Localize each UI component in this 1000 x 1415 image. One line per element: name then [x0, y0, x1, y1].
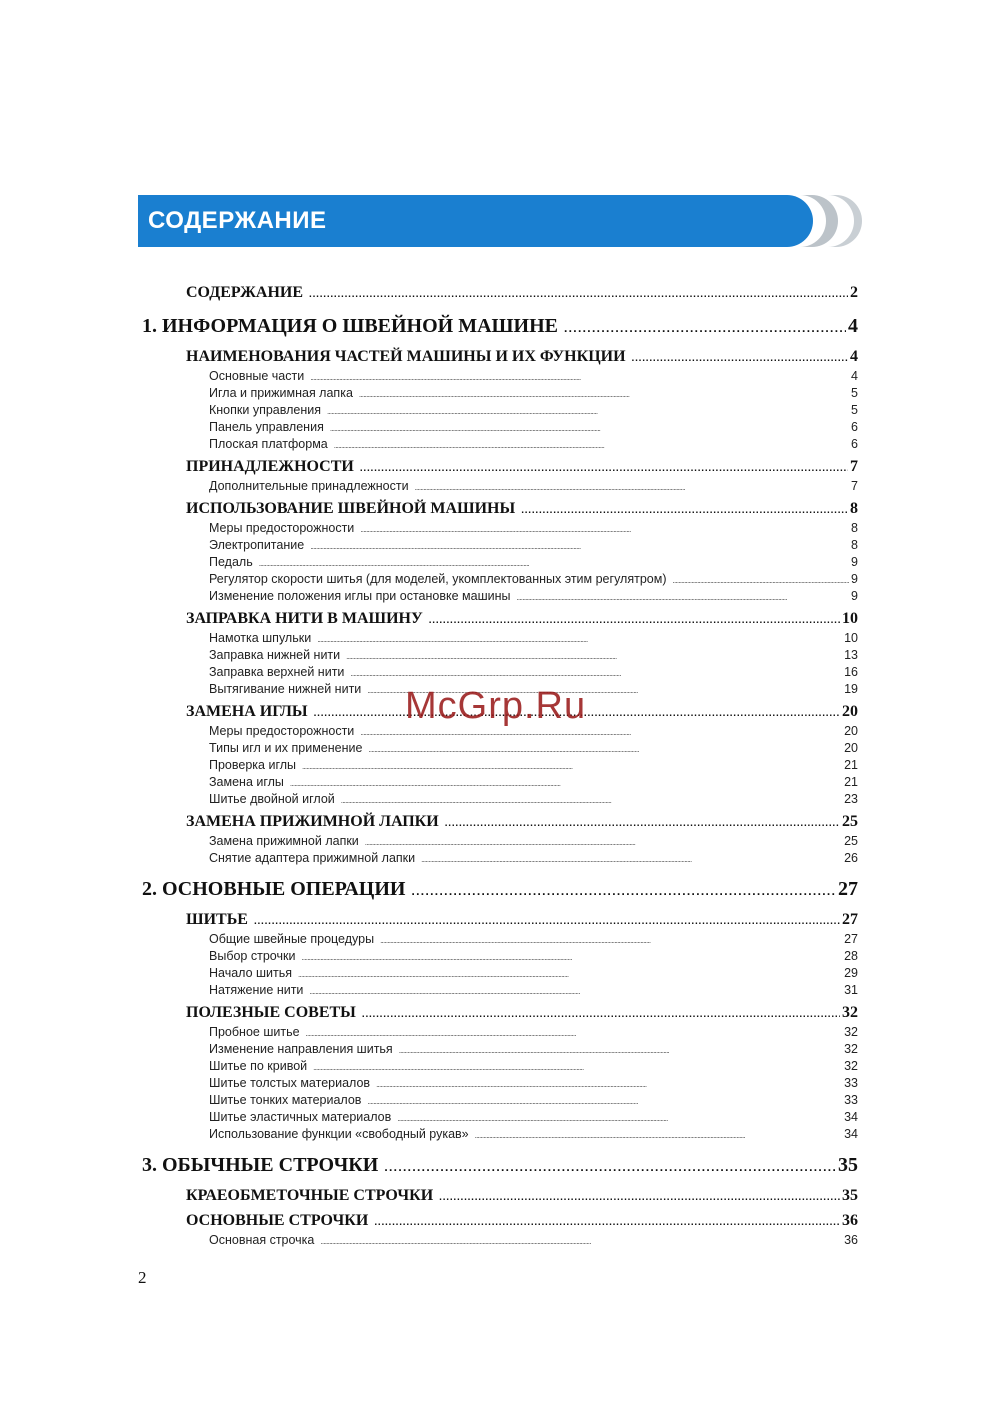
- dot-leader: [384, 1151, 836, 1182]
- dot-leader: [516, 589, 849, 605]
- dot-leader: [320, 1233, 842, 1249]
- dot-leader: [411, 875, 836, 906]
- toc-item[interactable]: [138, 630, 858, 647]
- toc-item[interactable]: [138, 402, 858, 419]
- toc-entry-title: Использование функции «свободный рукав»: [209, 1127, 469, 1141]
- dot-leader: [365, 834, 842, 850]
- dot-leader: [302, 758, 842, 774]
- toc-entry-page: 9: [851, 555, 858, 569]
- toc-entry-page: 25: [844, 834, 858, 848]
- toc-entry-title: Проверка иглы: [209, 758, 297, 772]
- toc-entry-page: 32: [842, 1004, 858, 1021]
- toc-entry-page: 9: [851, 572, 858, 586]
- toc-entry-title: ШИТЬЕ: [186, 911, 248, 928]
- dot-leader: [317, 631, 842, 647]
- dot-leader: [374, 1212, 840, 1232]
- toc-entry-page: 8: [851, 521, 858, 535]
- toc-entry-page: 6: [851, 437, 858, 451]
- toc-entry-page: 2: [850, 284, 858, 301]
- toc-item[interactable]: [138, 554, 858, 571]
- page-title: СОДЕРЖАНИЕ: [148, 207, 327, 234]
- dot-leader: [376, 1076, 842, 1092]
- toc-entry-page: 35: [842, 1187, 858, 1204]
- toc-entry-title: Заправка нижней нити: [209, 648, 341, 662]
- dot-leader: [439, 1187, 840, 1207]
- dot-leader: [330, 420, 849, 436]
- toc-entry-title: Заправка верхней нити: [209, 665, 345, 679]
- toc-entry-title: Плоская платформа: [209, 437, 328, 451]
- toc-chapter[interactable]: [138, 310, 858, 343]
- toc-item[interactable]: [138, 850, 858, 867]
- toc-entry-page: 9: [851, 589, 858, 603]
- toc-item[interactable]: [138, 1041, 858, 1058]
- dot-leader: [298, 966, 842, 982]
- toc-entry-page: 10: [842, 610, 858, 627]
- toc-entry-title: 3. ОБЫЧНЫЕ СТРОЧКИ: [142, 1154, 379, 1176]
- toc-entry-page: 23: [844, 792, 858, 806]
- toc-entry-page: 20: [844, 724, 858, 738]
- toc-entry-title: Дополнительные принадлежности: [209, 479, 409, 493]
- dot-leader: [367, 1093, 842, 1109]
- toc-entry-page: 7: [851, 479, 858, 493]
- dot-leader: [564, 312, 846, 343]
- toc-entry-title: ПРИНАДЛЕЖНОСТИ: [186, 458, 354, 475]
- toc-entry-title: Регулятор скорости шитья (для моделей, укомплектованных этим регулятром): [209, 572, 667, 586]
- dot-leader: [310, 369, 849, 385]
- toc-entry-page: 26: [844, 851, 858, 865]
- dot-leader: [259, 555, 849, 571]
- toc-section[interactable]: [138, 811, 858, 833]
- dot-leader: [309, 983, 842, 999]
- toc-entry-title: СОДЕРЖАНИЕ: [186, 284, 304, 301]
- toc-entry-page: 32: [844, 1059, 858, 1073]
- toc-entry-page: 28: [844, 949, 858, 963]
- toc-entry-page: 6: [851, 420, 858, 434]
- dot-leader: [313, 1059, 842, 1075]
- toc-item[interactable]: [138, 791, 858, 808]
- toc-entry-title: Педаль: [209, 555, 253, 569]
- dot-leader: [254, 911, 840, 931]
- toc-entry-title: ЗАПРАВКА НИТИ В МАШИНУ: [186, 610, 423, 627]
- dot-leader: [334, 437, 849, 453]
- toc-entry-page: 27: [838, 878, 858, 900]
- toc-entry-page: 8: [850, 500, 858, 517]
- toc-item[interactable]: [138, 1075, 858, 1092]
- toc-entry-title: Основные части: [209, 369, 305, 383]
- toc-item[interactable]: [138, 1024, 858, 1041]
- toc-entry-page: 32: [844, 1025, 858, 1039]
- toc-item[interactable]: [138, 647, 858, 664]
- toc-item[interactable]: [138, 1058, 858, 1075]
- toc-item[interactable]: [138, 571, 858, 588]
- dot-leader: [399, 1042, 842, 1058]
- dot-leader: [327, 403, 849, 419]
- toc-entry-title: КРАЕОБМЕТОЧНЫЕ СТРОЧКИ: [186, 1187, 434, 1204]
- toc-entry-title: Типы игл и их применение: [209, 741, 363, 755]
- dot-leader: [632, 348, 848, 368]
- toc-entry-page: 19: [844, 682, 858, 696]
- toc-section[interactable]: [138, 909, 858, 931]
- toc-entry-page: 31: [844, 983, 858, 997]
- toc-entry-page: 5: [851, 403, 858, 417]
- toc-section[interactable]: [138, 1210, 858, 1232]
- toc-entry-title: Выбор строчки: [209, 949, 296, 963]
- toc-entry-title: ЗАМЕНА ПРИЖИМНОЙ ЛАПКИ: [186, 813, 439, 830]
- toc-item[interactable]: [138, 520, 858, 537]
- toc-entry-page: 13: [844, 648, 858, 662]
- toc-entry-title: Основная строчка: [209, 1233, 315, 1247]
- dot-leader: [301, 949, 842, 965]
- toc-entry-title: Вытягивание нижней нити: [209, 682, 362, 696]
- toc-entry-page: 29: [844, 966, 858, 980]
- toc-section[interactable]: [138, 456, 858, 478]
- dot-leader: [341, 792, 842, 808]
- toc-section[interactable]: [138, 346, 858, 368]
- toc-item[interactable]: [138, 1109, 858, 1126]
- dot-leader: [429, 610, 840, 630]
- table-of-contents: [138, 279, 858, 1249]
- toc-item[interactable]: [138, 1092, 858, 1109]
- toc-item[interactable]: [138, 833, 858, 850]
- toc-entry-title: Шитье эластичных материалов: [209, 1110, 392, 1124]
- toc-entry-page: 4: [850, 348, 858, 365]
- toc-item[interactable]: [138, 757, 858, 774]
- toc-entry-title: НАИМЕНОВАНИЯ ЧАСТЕЙ МАШИНЫ И ИХ ФУНКЦИИ: [186, 348, 626, 365]
- dot-leader: [309, 284, 848, 304]
- toc-entry-page: 4: [848, 315, 858, 337]
- toc-entry-title: Электропитание: [209, 538, 305, 552]
- dot-leader: [673, 572, 850, 588]
- toc-entry-page: 27: [842, 911, 858, 928]
- toc-item[interactable]: [138, 478, 858, 495]
- dot-leader: [306, 1025, 843, 1041]
- toc-chapter[interactable]: [138, 873, 858, 906]
- toc-entry-page: 33: [844, 1093, 858, 1107]
- toc-entry-page: 20: [842, 703, 858, 720]
- toc-item[interactable]: [138, 664, 858, 681]
- dot-leader: [475, 1127, 842, 1143]
- toc-entry-page: 5: [851, 386, 858, 400]
- toc-item[interactable]: [138, 1232, 858, 1249]
- dot-leader: [360, 521, 849, 537]
- toc-section[interactable]: [138, 1002, 858, 1024]
- dot-leader: [421, 851, 842, 867]
- toc-entry-page: 32: [844, 1042, 858, 1056]
- toc-entry-title: Пробное шитье: [209, 1025, 300, 1039]
- page-number: 2: [138, 1268, 147, 1287]
- toc-entry-title: Замена прижимной лапки: [209, 834, 359, 848]
- dot-leader: [359, 386, 849, 402]
- toc-entry-title: ИСПОЛЬЗОВАНИЕ ШВЕЙНОЙ МАШИНЫ: [186, 500, 516, 517]
- dot-leader: [362, 1004, 840, 1024]
- toc-entry-page: 8: [851, 538, 858, 552]
- toc-entry-title: Изменение направления шитья: [209, 1042, 393, 1056]
- toc-entry-page: 36: [844, 1233, 858, 1247]
- toc-item[interactable]: [138, 368, 858, 385]
- toc-entry-title: Кнопки управления: [209, 403, 322, 417]
- dot-leader: [360, 458, 848, 478]
- toc-entry-title: Натяжение нити: [209, 983, 304, 997]
- toc-entry-page: 20: [844, 741, 858, 755]
- toc-item[interactable]: [138, 436, 858, 453]
- toc-entry-title: Намотка шпульки: [209, 631, 312, 645]
- toc-entry-page: 4: [851, 369, 858, 383]
- toc-entry-page: 10: [844, 631, 858, 645]
- toc-entry-title: Меры предосторожности: [209, 521, 355, 535]
- toc-entry-page: 16: [844, 665, 858, 679]
- toc-entry-title: Замена иглы: [209, 775, 284, 789]
- toc-entry-title: Шитье толстых материалов: [209, 1076, 371, 1090]
- toc-entry-page: 27: [844, 932, 858, 946]
- toc-entry-page: 7: [850, 458, 858, 475]
- toc-chapter[interactable]: [138, 1149, 858, 1182]
- toc-item[interactable]: [138, 774, 858, 791]
- toc-entry-page: 21: [844, 775, 858, 789]
- dot-leader: [310, 538, 849, 554]
- toc-item[interactable]: [138, 965, 858, 982]
- toc-entry-title: ЗАМЕНА ИГЛЫ: [186, 703, 308, 720]
- toc-entry-title: Шитье по кривой: [209, 1059, 308, 1073]
- toc-section[interactable]: [138, 608, 858, 630]
- toc-entry-title: 2. ОСНОВНЫЕ ОПЕРАЦИИ: [142, 878, 406, 900]
- toc-entry-title: Шитье двойной иглой: [209, 792, 335, 806]
- toc-entry-title: Общие швейные процедуры: [209, 932, 375, 946]
- toc-item[interactable]: [138, 419, 858, 436]
- toc-entry-title: Меры предосторожности: [209, 724, 355, 738]
- toc-entry-page: 21: [844, 758, 858, 772]
- dot-leader: [368, 741, 842, 757]
- watermark: McGrp.Ru: [405, 685, 587, 727]
- toc-item[interactable]: [138, 982, 858, 999]
- toc-entry-title: ПОЛЕЗНЫЕ СОВЕТЫ: [186, 1004, 356, 1021]
- dot-leader: [350, 665, 842, 681]
- toc-entry-page: 34: [844, 1110, 858, 1124]
- dot-leader: [415, 479, 849, 495]
- toc-entry-page: 36: [842, 1212, 858, 1229]
- toc-section[interactable]: [138, 282, 858, 304]
- dot-leader: [290, 775, 842, 791]
- dot-leader: [380, 932, 842, 948]
- toc-entry-page: 35: [838, 1154, 858, 1176]
- contents-banner: [138, 195, 813, 247]
- toc-entry-title: Игла и прижимная лапка: [209, 386, 353, 400]
- banner-decoration-icon: [800, 195, 862, 247]
- toc-entry-title: Шитье тонких материалов: [209, 1093, 362, 1107]
- toc-entry-title: Снятие адаптера прижимной лапки: [209, 851, 416, 865]
- toc-entry-title: Панель управления: [209, 420, 324, 434]
- toc-entry-title: Начало шитья: [209, 966, 293, 980]
- toc-item[interactable]: [138, 931, 858, 948]
- toc-item[interactable]: [138, 385, 858, 402]
- dot-leader: [397, 1110, 842, 1126]
- dot-leader: [445, 813, 840, 833]
- toc-item[interactable]: [138, 1126, 858, 1143]
- toc-entry-title: 1. ИНФОРМАЦИЯ О ШВЕЙНОЙ МАШИНЕ: [142, 315, 558, 337]
- toc-section[interactable]: [138, 1185, 858, 1207]
- toc-item[interactable]: [138, 537, 858, 554]
- toc-entry-page: 33: [844, 1076, 858, 1090]
- dot-leader: [521, 500, 848, 520]
- toc-entry-title: Изменение положения иглы при остановке машины: [209, 589, 511, 603]
- toc-section[interactable]: [138, 498, 858, 520]
- toc-entry-page: 34: [844, 1127, 858, 1141]
- toc-entry-title: ОСНОВНЫЕ СТРОЧКИ: [186, 1212, 369, 1229]
- toc-item[interactable]: [138, 948, 858, 965]
- toc-item[interactable]: [138, 740, 858, 757]
- toc-entry-page: 25: [842, 813, 858, 830]
- dot-leader: [346, 648, 842, 664]
- toc-item[interactable]: [138, 588, 858, 605]
